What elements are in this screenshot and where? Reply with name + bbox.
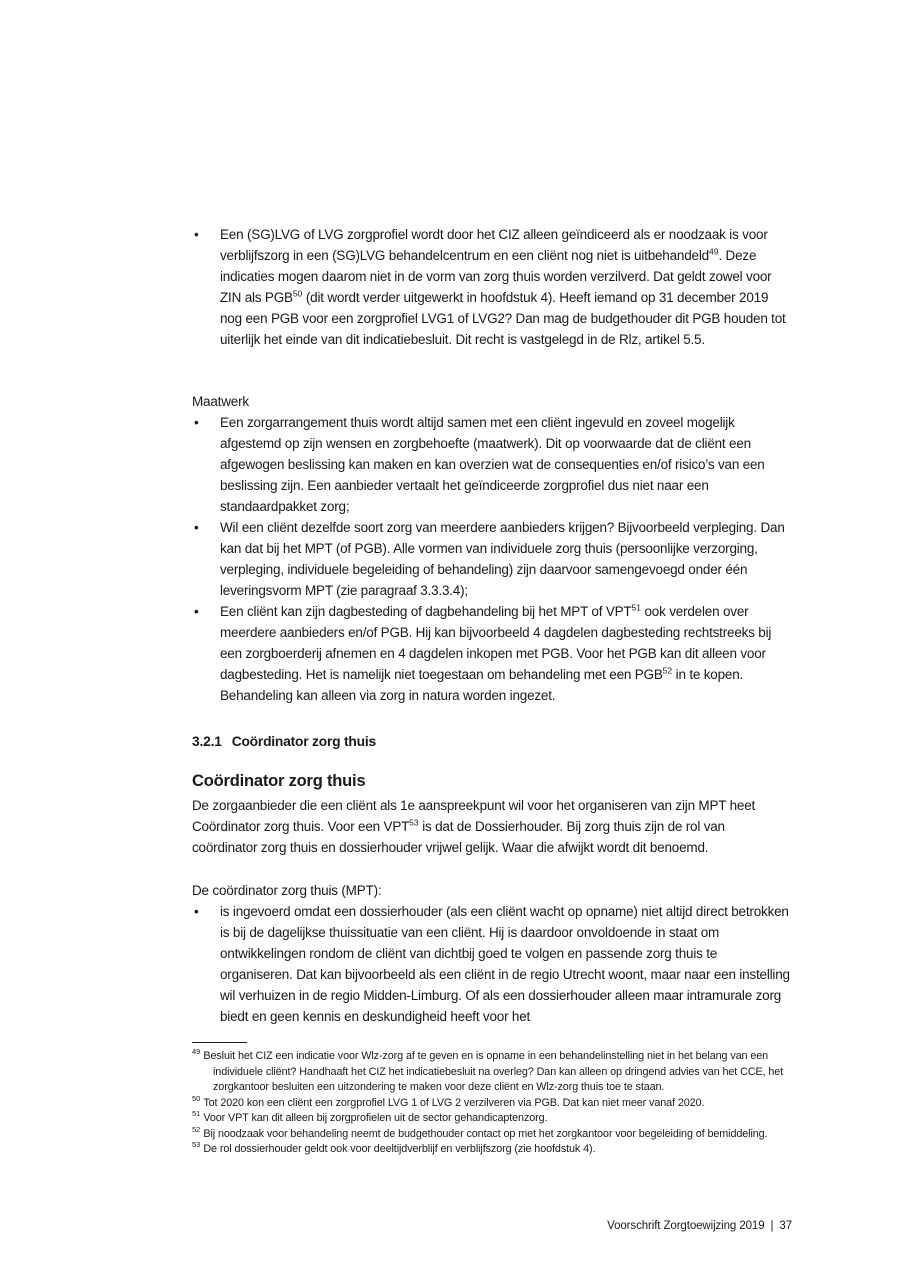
footnote-number: 52 (192, 1124, 201, 1134)
footnote-ref: 53 (409, 817, 419, 828)
coordinator-heading: Coördinator zorg thuis (192, 772, 366, 790)
footnote (192, 1124, 797, 1143)
list-item: • Wil een cliënt dezelfde soort zorg van meerdere aanbieders krijgen? Bijvoorbeeld verpleging. Dan kan dat bij het MPT (of PGB). Alle vormen van individuele zorg thuis (persoonlijke verzorging, verpleging, individuele begeleiding of behandeling) zijn daarvoor samengevoegd onder één leveringsvorm MPT (zie paragraaf 3.3.3.4); (192, 517, 792, 601)
text-segment: Een cliënt kan zijn dagbesteding of dagbehandeling bij het MPT of VPT (220, 604, 632, 619)
coordinator-subheading: De coördinator zorg thuis (MPT): (192, 883, 382, 898)
footnote-text: De rol dossierhouder geldt ook voor deeltijdverblijf en verblijfszorg (zie hoofdstuk 4). (203, 1143, 596, 1155)
intro-section (192, 224, 792, 350)
text-segment: in te kopen. Behandeling kan alleen via zorg in natura worden ingezet. (220, 667, 744, 703)
intro-list (192, 224, 792, 350)
maatwerk-heading: Maatwerk (192, 394, 249, 409)
maatwerk-list (192, 412, 792, 706)
page-footer (607, 1220, 792, 1232)
text-segment: (dit wordt verder uitgewerkt in hoofdstuk 4). Heeft iemand op 31 december 2019 nog een PGB voor een zorgprofiel LVG1 of LVG2? Dan mag de budgethouder dit PGB houden tot uiterlijk het einde van dit indicatiebesluit. Dit recht is vastgelegd in de Rlz, artikel 5.5. (220, 290, 786, 347)
text-segment: . Deze indicaties mogen daarom niet in de vorm van zorg thuis worden verzilverd. Dat geldt zowel voor ZIN als PGB (220, 248, 772, 305)
footnote (192, 1049, 797, 1096)
list-item (192, 224, 792, 350)
footnote-divider (192, 1042, 247, 1043)
footnote-number: 50 (192, 1093, 201, 1103)
footer-doc-title: Voorschrift Zorgtoewijzing 2019 (607, 1220, 765, 1232)
footnote-number: 49 (192, 1047, 201, 1057)
section-heading (192, 731, 792, 752)
footnote (192, 1111, 797, 1127)
coordinator-section (192, 770, 792, 858)
text-segment: De zorgaanbieder die een cliënt als 1e aanspreekpunt wil voor het organiseren van zijn MPT heet Coördinator zorg thuis. Voor een VPT (192, 798, 756, 834)
maatwerk-section (192, 391, 792, 706)
footnote (192, 1093, 797, 1112)
text-segment: ook verdelen over meerdere aanbieders en/of PGB. Hij kan bijvoorbeeld 4 dagdelen dagbesteding rechtstreeks bij een zorgboerderij afnemen en 4 dagdelen inkopen met PGB. Voor het PGB kan dit alleen voor dagbesteding. Het is namelijk niet toegestaan om behandeling met een PGB (220, 604, 772, 682)
footnote-ref: 52 (662, 665, 673, 676)
text-segment: Een (SG)LVG of LVG zorgprofiel wordt door het CIZ alleen geïndiceerd als er noodzaak is voor verblijfszorg in een (SG)LVG behandelcentrum en een cliënt nog niet is uitbehandeld (220, 227, 768, 263)
footnote-ref: 51 (631, 602, 641, 613)
footnote-ref: 49 (708, 246, 719, 257)
list-item: • is ingevoerd omdat een dossierhouder (als een cliënt wacht op opname) niet altijd direct betrokken is bij de dagelijkse thuissituatie van een cliënt. Hij is daardoor onvoldoende in staat om ontwikkelingen rondom de cliënt van dichtbij goed te volgen en passende zorg thuis te organiseren. Dat kan bijvoorbeeld als een cliënt in de regio Utrecht woont, maar naar een instelling wil verhuizen in de regio Midden-Limburg. Of als een dossierhouder alleen maar intramurale zorg biedt en geen kennis en deskundigheid heeft voor het (192, 901, 792, 1027)
footnote-number: 51 (192, 1109, 201, 1119)
coordinator-list (192, 901, 792, 1027)
footnotes-section (192, 1042, 797, 1158)
list-item (192, 601, 792, 706)
footnote-text: Tot 2020 kon een cliënt een zorgprofiel LVG 1 of LVG 2 verzilveren via PGB. Dat kan niet meer vanaf 2020. (203, 1096, 705, 1109)
text-segment: is dat de Dossierhouder. Bij zorg thuis zijn de rol van coördinator zorg thuis en dossierhouder vrijwel gelijk. Waar die afwijkt wordt dit benoemd. (192, 819, 725, 855)
section-title: Coördinator zorg thuis (231, 734, 376, 749)
list-item: • Een zorgarrangement thuis wordt altijd samen met een cliënt ingevuld en zoveel mogelijk afgestemd op zijn wensen en zorgbehoefte (maatwerk). Dit op voorwaarde dat de cliënt een afgewogen beslissing kan maken en kan overzien wat de consequenties en/of risico’s van een beslissing zijn. Een aanbieder vertaalt het geïndiceerde zorgprofiel dus niet naar een standaardpakket zorg; (192, 412, 792, 517)
footnote-ref: 50 (292, 288, 303, 299)
footer-separator: | (770, 1220, 774, 1232)
footer-page-number: 37 (779, 1220, 792, 1232)
coordinator-mpt-section (192, 880, 792, 1027)
footnote-number: 53 (192, 1140, 201, 1150)
footnote-text: Voor VPT kan dit alleen bij zorgprofielen uit de sector gehandicaptenzorg. (203, 1112, 548, 1124)
section-number: 3.2.1 (192, 734, 222, 749)
footnote-text: Bij noodzaak voor behandeling neemt de budgethouder contact op met het zorgkantoor voor begeleiding of bemiddeling. (203, 1127, 768, 1140)
footnote (192, 1142, 797, 1158)
section-321 (192, 731, 792, 752)
footnote-text: Besluit het CIZ een indicatie voor Wlz-zorg af te geven en is opname in een behandelinstelling niet in het belang van een individuele cliënt? Handhaaft het CIZ het indicatiebesluit na overleg? Dan kan alleen op dringend advies van het CCE, het zorgkantoor besluiten een uitzondering te maken voor deze cliënt en Wlz-zorg thuis toe te staan. (203, 1050, 784, 1093)
coordinator-paragraph (192, 795, 792, 858)
